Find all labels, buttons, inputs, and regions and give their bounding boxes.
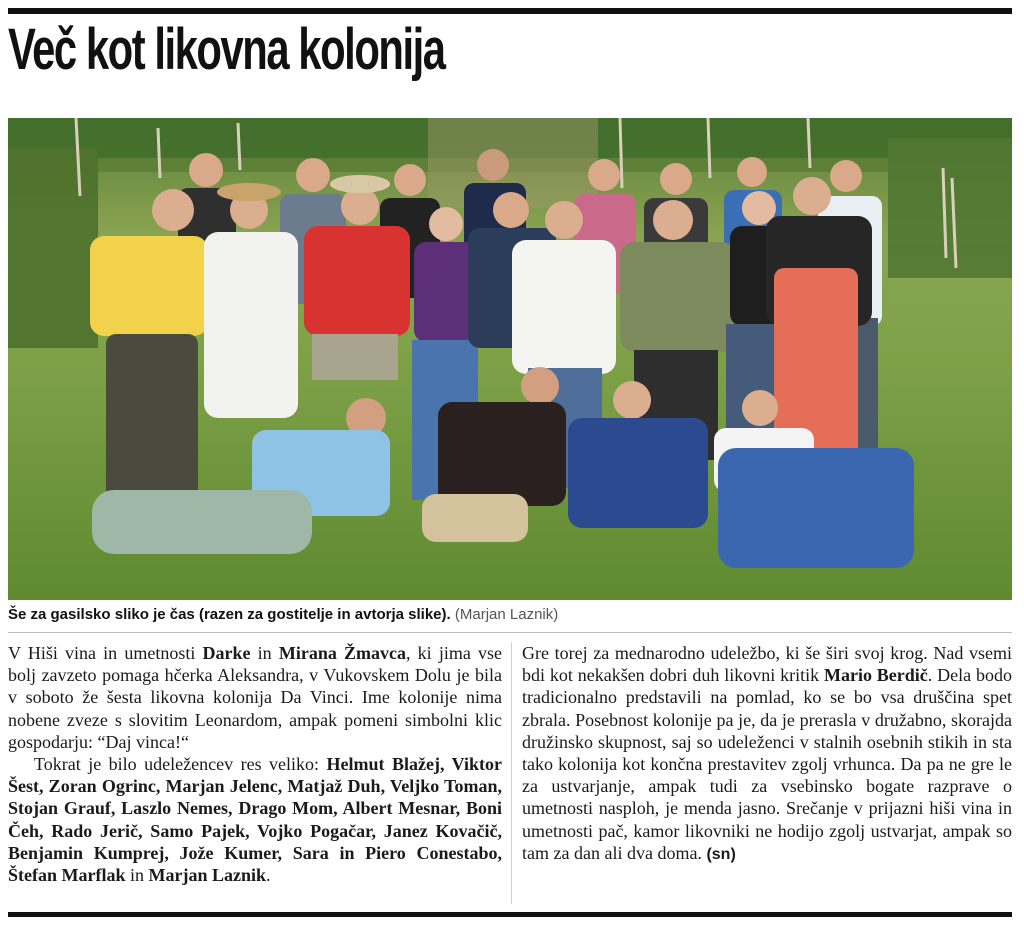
participant-names: Helmut Blažej, Viktor Šest, Zoran Ogrinc, Marjan Jelenc, Matjaž Duh, Veljko Toman, Stojan Grauf, Laszlo Nemes, Drago Mom, Albert Mesnar, Boni Čeh, Rado Jerič, Samo Pajek, Vojko Pogačar, Janez Kovačič, Benjamin Kumprej, Jože Kumer, Sara in Piero Conestabo, Štefan Marflak (8, 754, 502, 886)
article-paragraph-3 (522, 642, 1012, 866)
group-photo-illustration (8, 118, 1012, 600)
text-run: , ki jima vse bolj zavzeto pomaga hčerka Aleksandra, v Vukovskem Dolu je bila v soboto že šesta likovna kolonija Da Vinci. Ime kolonije nima nobene zveze s slovitim Leonardom, ampak pomeni simbolni klic gospodarju: “Daj vinca!“ (8, 643, 502, 752)
article-column-right (522, 642, 1012, 866)
text-run: V Hiši vina in umetnosti (8, 643, 203, 663)
text-run: in (250, 643, 279, 663)
host-name: Mirana Žmavca (278, 643, 406, 663)
caption-divider (8, 632, 1012, 633)
bottom-rule (8, 912, 1012, 917)
column-divider (511, 642, 512, 904)
participant-name: Marjan Laznik (148, 865, 267, 886)
headline: Več kot likovna kolonija (8, 17, 445, 82)
article-column-left (8, 642, 502, 886)
group-photo (8, 118, 1012, 600)
text-run: Tokrat je bilo udeležencev res veliko: (34, 754, 327, 775)
photo-caption (8, 605, 1012, 625)
photo-credit: (Marjan Laznik) (454, 606, 559, 623)
article-paragraph-1 (8, 642, 502, 753)
article-paragraph-2 (8, 753, 502, 886)
host-name: Darke (202, 643, 251, 663)
text-run: . (266, 865, 271, 886)
author-signature: (sn) (706, 845, 736, 863)
caption-text: Še za gasilsko sliko je čas (razen za gostitelje in avtorja slike). (8, 606, 451, 623)
text-run: . Dela bodo tradicionalno predstavili na pomlad, ko se bo vsa druščina spet zbrala. Posebnost kolonije pa je, da je prerasla v družabno, skorajda družinsko skupnost, saj so udeleženci v stalnih osebnih stikih in sta tako kolonija kot končna prestavitev zgolj vrhunca. Da pa ne gre le za ustvarjanje, ampak tudi za vsebinsko bogate razprave o umetnosti nasploh, je menda jasno. Srečanje v prijazni hiši vina in umetnosti pač, kamor likovniki ne hodijo zgolj ustvarjat, ampak so tam za dan ali dva doma. (522, 665, 1012, 863)
text-run: in (125, 865, 149, 886)
critic-name: Mario Berdič (823, 665, 928, 686)
text-run: Gre torej za mednarodno udeležbo, ki še širi svoj krog. Nad vsemi bdi kot nekakšen dobri duh likovni kritik (522, 643, 1012, 686)
